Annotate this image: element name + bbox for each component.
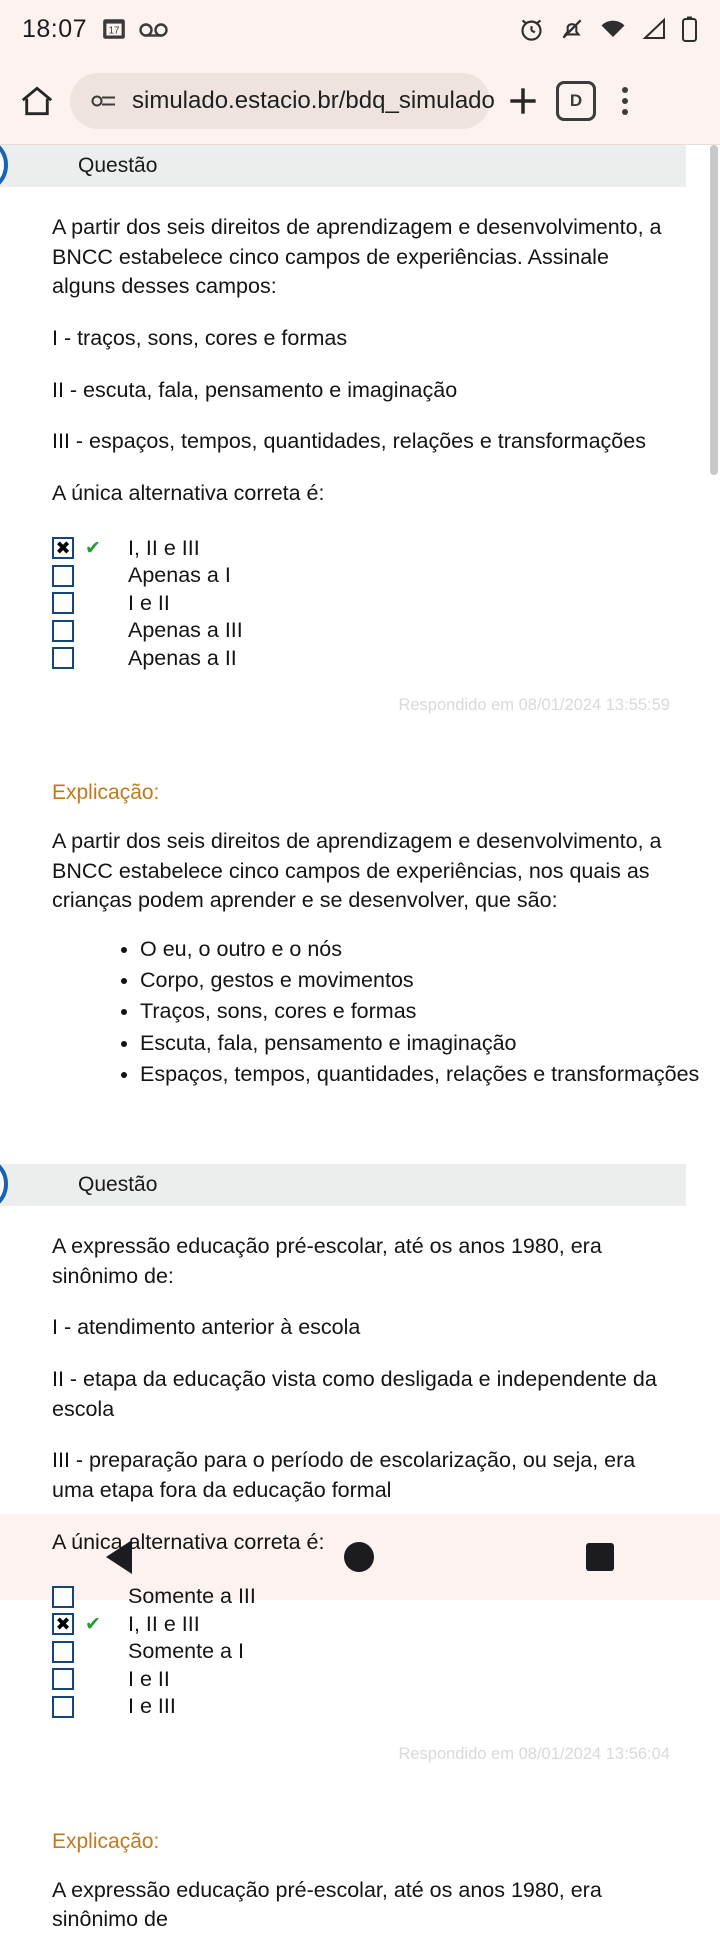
- correct-answer-icon: [80, 1697, 106, 1716]
- question-header: [0, 145, 686, 187]
- voicemail-icon: [139, 19, 169, 39]
- answered-timestamp: Respondido em 08/01/2024 13:55:59: [398, 696, 670, 715]
- correct-answer-icon: [80, 1670, 106, 1689]
- checkbox-checked-icon[interactable]: ✖: [52, 537, 74, 559]
- answer-option-label: Somente a III: [128, 1584, 256, 1609]
- question-prompt: A única alternativa correta é:: [52, 1529, 325, 1554]
- checkbox-icon[interactable]: [52, 1641, 74, 1663]
- calendar-icon: [101, 16, 127, 42]
- correct-answer-icon: [80, 1642, 106, 1661]
- status-system-icons: [518, 16, 698, 43]
- answer-option-label: I e II: [128, 590, 170, 615]
- checkbox-icon[interactable]: [52, 592, 74, 614]
- correct-answer-icon: [80, 594, 106, 613]
- question-prompt: A única alternativa correta é:: [52, 480, 325, 505]
- answer-option[interactable]: [52, 1666, 720, 1694]
- answer-option[interactable]: [52, 590, 720, 618]
- explanation-label: Explicação:: [52, 781, 160, 805]
- answer-option[interactable]: [52, 535, 720, 563]
- list-item: • O eu, o outro e o nós: [140, 934, 720, 965]
- explanation-label: Explicação:: [52, 1829, 160, 1853]
- question-block-3: [0, 1164, 720, 1935]
- question-stem: A partir dos seis direitos de aprendizagem e desenvolvimento, a BNCC estabelece cinco campos de experiências. Assinale alguns desses campos:: [52, 215, 662, 299]
- section-divider: [0, 1090, 720, 1164]
- explanation-text: A expressão educação pré-escolar, até os anos 1980, era sinônimo de: [52, 1877, 602, 1932]
- answer-option[interactable]: [52, 617, 720, 645]
- address-bar[interactable]: [70, 73, 495, 129]
- checkbox-icon[interactable]: [52, 620, 74, 642]
- signal-icon: [641, 18, 667, 40]
- new-tab-button[interactable]: [504, 82, 542, 120]
- question-item: II - etapa da educação vista como desligada e independente da escola: [52, 1366, 657, 1421]
- question-number: [0, 1156, 8, 1212]
- simulado-page: [0, 145, 720, 1932]
- home-icon[interactable]: [18, 82, 56, 120]
- correct-answer-icon: ✔: [85, 537, 101, 559]
- correct-answer-icon: [80, 566, 106, 585]
- answer-option-label: Apenas a II: [128, 645, 237, 670]
- list-item: • Espaços, tempos, quantidades, relações e transformações: [140, 1059, 720, 1090]
- explanation-text: A partir dos seis direitos de aprendizagem e desenvolvimento, a BNCC estabelece cinco campos de experiências, nos quais as crianças podem aprender e se desenvolver, que são:: [52, 829, 662, 913]
- web-content[interactable]: [0, 144, 720, 1932]
- wifi-icon: [599, 18, 627, 40]
- battery-icon: [681, 16, 698, 43]
- answer-options: [0, 535, 720, 673]
- checkbox-icon[interactable]: [52, 647, 74, 669]
- browser-toolbar: [0, 58, 720, 144]
- answer-option-label: I e II: [128, 1666, 170, 1691]
- answer-option-label: Apenas a I: [128, 563, 231, 588]
- explanation-body: [0, 827, 720, 916]
- answer-option-label: I e III: [128, 1694, 176, 1719]
- answer-option-label: Somente a I: [128, 1639, 244, 1664]
- question-item: II - escuta, fala, pensamento e imaginação: [52, 377, 458, 402]
- question-item: III - preparação para o período de escolarização, ou seja, era uma etapa fora da educação formal: [52, 1448, 636, 1502]
- explanation-bullets: [0, 934, 720, 1090]
- alarm-icon: [518, 16, 545, 43]
- answered-timestamp: Respondido em 08/01/2024 13:56:04: [398, 1744, 670, 1763]
- answer-options: [0, 1583, 720, 1721]
- answer-option[interactable]: [52, 1611, 720, 1639]
- checkbox-icon[interactable]: [52, 1696, 74, 1718]
- checkbox-icon[interactable]: [52, 1668, 74, 1690]
- answer-option[interactable]: [52, 1638, 720, 1666]
- answer-option[interactable]: [52, 645, 720, 673]
- question-label: Questão: [78, 154, 158, 177]
- svg-text:17: 17: [108, 25, 120, 37]
- answer-option-label: I, II e III: [128, 1611, 200, 1636]
- correct-answer-icon: ✔: [85, 1613, 101, 1635]
- list-item: • Escuta, fala, pensamento e imaginação: [140, 1028, 720, 1059]
- question-item: III - espaços, tempos, quantidades, relações e transformações: [52, 429, 646, 454]
- url-text: simulado.estacio.br/bdq_simulado: [132, 87, 495, 114]
- answer-option-label: Apenas a III: [128, 618, 243, 643]
- question-header: [0, 1164, 686, 1206]
- explanation-body: [0, 1876, 720, 1935]
- question-item: I - atendimento anterior à escola: [52, 1315, 361, 1340]
- answer-option[interactable]: [52, 1583, 720, 1611]
- site-settings-icon[interactable]: [90, 90, 118, 112]
- question-number-badge: [0, 135, 6, 197]
- question-item: I - traços, sons, cores e formas: [52, 325, 348, 350]
- question-body: [0, 213, 720, 509]
- correct-answer-icon: [80, 649, 106, 668]
- correct-answer-icon: [80, 1587, 106, 1606]
- checkbox-checked-icon[interactable]: ✖: [52, 1613, 74, 1635]
- correct-answer-icon: [80, 621, 106, 640]
- overflow-menu-icon[interactable]: [610, 87, 640, 115]
- question-body: [0, 1232, 720, 1557]
- notifications-off-icon: [559, 16, 585, 42]
- page-scrollbar[interactable]: [710, 145, 718, 475]
- answer-option[interactable]: [52, 1693, 720, 1721]
- status-clock: 18:07: [22, 14, 88, 43]
- question-stem: A expressão educação pré-escolar, até os anos 1980, era sinônimo de:: [52, 1233, 602, 1288]
- list-item: • Corpo, gestos e movimentos: [140, 965, 720, 996]
- list-item: • Traços, sons, cores e formas: [140, 996, 720, 1027]
- question-block-2: [0, 145, 720, 1090]
- status-notification-icons: [101, 16, 169, 42]
- answer-option-label: I, II e III: [128, 535, 200, 560]
- tab-switcher-button[interactable]: D: [556, 81, 596, 121]
- checkbox-icon[interactable]: [52, 1586, 74, 1608]
- question-number-badge: [0, 1154, 6, 1216]
- answer-option[interactable]: [52, 562, 720, 590]
- question-number: [0, 137, 8, 193]
- status-bar: [0, 0, 720, 58]
- question-label: Questão: [78, 1172, 158, 1196]
- checkbox-icon[interactable]: [52, 565, 74, 587]
